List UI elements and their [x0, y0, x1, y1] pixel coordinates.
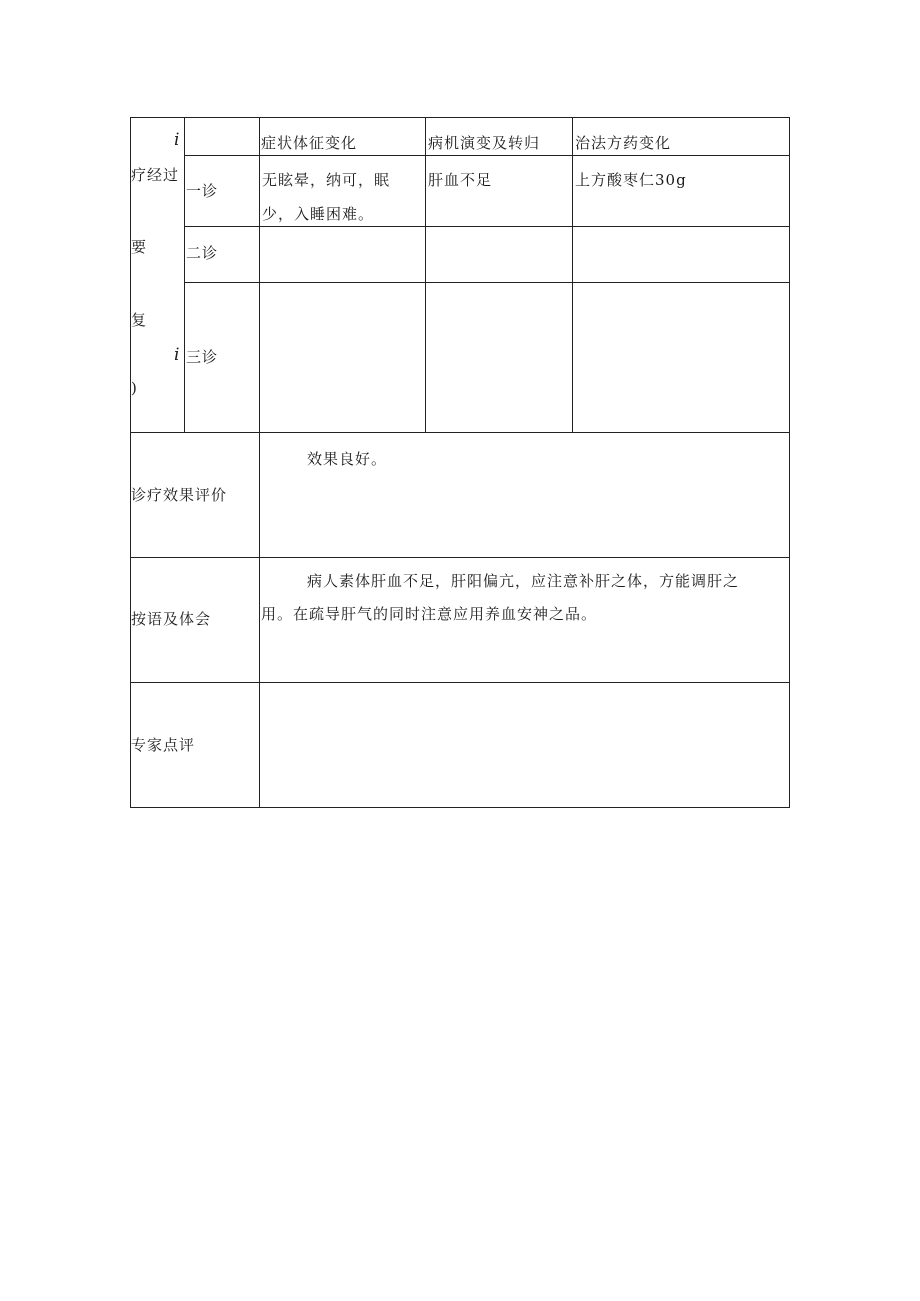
column-divider-label — [184, 117, 185, 433]
visit1-symptoms-line2: 少，入睡困难。 — [262, 205, 375, 223]
visit1-treatment: 上方酸枣仁30g — [575, 171, 687, 189]
visit2-label: 二诊 — [186, 244, 219, 262]
evaluation-label: 诊疗效果评价 — [131, 486, 228, 504]
visit1-symptoms-line1: 无眩晕，纳可，眠 — [262, 171, 391, 189]
table-border-top — [130, 117, 790, 118]
column-divider-symptoms — [425, 117, 426, 433]
visit1-pathogenesis: 肝血不足 — [428, 171, 493, 189]
row-divider-visit3 — [184, 282, 790, 283]
remarks-content-line1: 病人素体肝血不足，肝阳偏亢，应注意补肝之体，方能调肝之 — [307, 572, 740, 590]
side-mark-mid: i — [174, 345, 180, 365]
header-symptoms: 症状体征变化 — [261, 134, 358, 152]
visit3-label: 三诊 — [186, 348, 219, 366]
visit1-label: 一诊 — [186, 182, 219, 200]
header-pathogenesis: 病机演变及转归 — [428, 134, 541, 152]
row-divider-visit2 — [184, 226, 790, 227]
table-border-left — [130, 117, 131, 808]
header-treatment: 治法方药变化 — [575, 134, 672, 152]
row-divider-expert — [130, 682, 790, 683]
side-mark-top: i — [174, 130, 180, 150]
table-border-bottom — [130, 807, 790, 808]
remarks-content-line2: 用。在疏导肝气的同时注意应用养血安神之品。 — [261, 605, 598, 623]
row-divider-remarks — [130, 557, 790, 558]
evaluation-content: 效果良好。 — [307, 450, 388, 468]
table-border-right — [789, 117, 790, 808]
column-divider-pathogenesis — [572, 117, 573, 433]
side-label-line3: 复 — [131, 311, 148, 329]
row-divider-evaluation — [130, 432, 790, 433]
column-divider-visit — [259, 117, 260, 808]
remarks-label: 按语及体会 — [131, 610, 212, 628]
row-divider-visit1 — [184, 155, 790, 156]
side-label-line2: 要 — [131, 238, 148, 256]
expert-label: 专家点评 — [131, 736, 196, 754]
side-label-line1: 疗经过 — [131, 166, 180, 184]
side-label-line4: ) — [131, 379, 138, 397]
